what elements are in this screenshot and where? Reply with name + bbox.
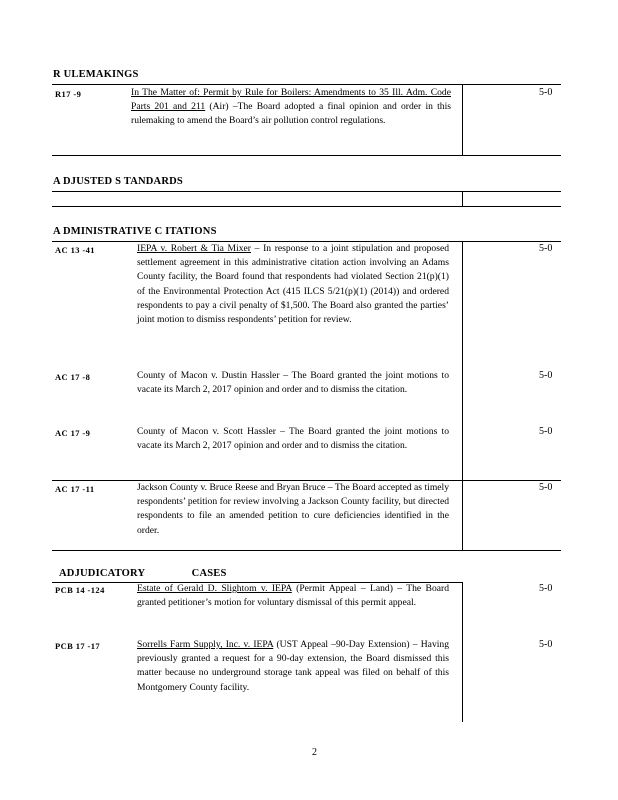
case-number: PCB 14 -124 xyxy=(55,585,105,595)
case-number: R17 -9 xyxy=(55,89,82,99)
vote-count: 5-0 xyxy=(539,583,553,594)
case-description xyxy=(131,86,451,129)
divider xyxy=(52,550,561,551)
case-text: County of Macon v. Dustin Hassler – The Board granted the joint motions to vacate its March 2, 2017 opinion and order and to dismiss the citation. xyxy=(137,370,449,396)
case-text: Jackson County v. Bruce Reese and Bryan Bruce – The Board accepted as timely respondents’ petition for review involving a Jackson County facility, but directed respondents to file an amended petition to cure deficiencies identified in the order. xyxy=(137,482,449,536)
case-description xyxy=(137,425,449,453)
case-title: In The Matter of: Permit by Rule for Boilers: Amendments to 35 Ill. Adm. Code Parts 201 and 211 xyxy=(131,87,451,113)
divider xyxy=(52,191,561,192)
case-text: – In response to a joint stipulation and proposed settlement agreement in this administrative citation action involving an Adams County facility, the Board found that respondents had violated Section 21(p)(1) of the Environmental Protection Act (415 ILCS 5/21(p)(1) (2014)) and ordered respondents to pay a civil penalty of $1,500. The Board also granted the parties’ joint motion to dismiss respondents’ petition for review. xyxy=(137,243,449,326)
case-description xyxy=(137,582,449,610)
divider xyxy=(52,155,561,156)
section-heading-rulemakings: R ULEMAKINGS xyxy=(53,69,139,80)
case-description xyxy=(137,638,449,695)
section-heading-adjudicatory-cases: ADJUDICATORY CASES xyxy=(59,568,227,579)
case-title: Sorrells Farm Supply, Inc. v. IEPA xyxy=(137,639,274,650)
case-number: AC 17 -8 xyxy=(55,372,91,382)
divider xyxy=(52,206,561,207)
divider xyxy=(462,241,463,550)
case-description xyxy=(137,481,449,538)
vote-count: 5-0 xyxy=(539,243,553,254)
vote-count: 5-0 xyxy=(539,482,553,493)
case-text: (Air) –The Board adopted a final opinion and order in this rulemaking to amend the Board’s air pollution control regulations. xyxy=(131,101,451,127)
section-heading-adjusted-standards: A DJUSTED S TANDARDS xyxy=(53,176,183,187)
vote-count: 5-0 xyxy=(539,426,553,437)
vote-count: 5-0 xyxy=(539,370,553,381)
case-text: County of Macon v. Scott Hassler – The Board granted the joint motions to vacate its March 2, 2017 opinion and order and to dismiss the citation. xyxy=(137,426,449,452)
case-title: IEPA v. Robert & Tia Mixer xyxy=(137,243,251,254)
divider xyxy=(52,84,561,85)
case-number: AC 17 -11 xyxy=(55,484,95,494)
case-text: (UST Appeal –90-Day Extension) – Having previously granted a request for a 90-day extension, the Board dismissed this matter because no underground storage tank appeal was filed on behalf of this Montgomery County facility. xyxy=(137,639,450,693)
case-number: AC 17 -9 xyxy=(55,428,91,438)
case-title: Estate of Gerald D. Slightom v. IEPA xyxy=(137,583,292,594)
divider xyxy=(462,84,463,155)
divider xyxy=(462,191,463,206)
case-description xyxy=(137,369,449,397)
section-heading-administrative-citations: A DMINISTRATIVE C ITATIONS xyxy=(53,226,217,237)
case-description xyxy=(137,242,449,327)
vote-count: 5-0 xyxy=(539,87,553,98)
case-number: PCB 17 -17 xyxy=(55,641,101,651)
vote-count: 5-0 xyxy=(539,639,553,650)
case-text: (Permit Appeal – Land) – The Board granted petitioner’s motion for voluntary dismissal of this permit appeal. xyxy=(137,583,450,609)
case-number: AC 13 -41 xyxy=(55,245,95,255)
page-number: 2 xyxy=(312,747,317,758)
divider xyxy=(462,582,463,722)
